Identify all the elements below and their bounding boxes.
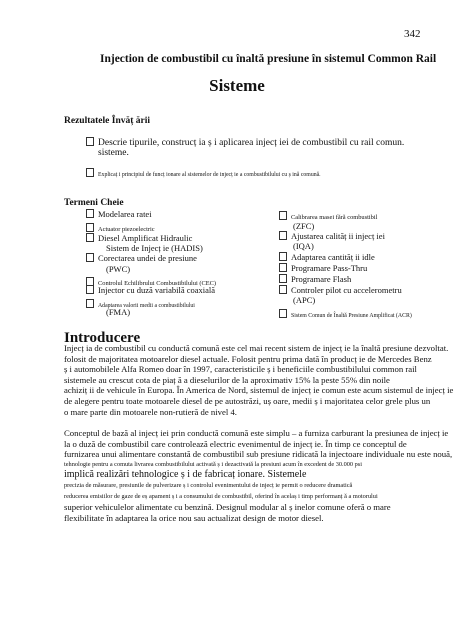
- intro-paragraph-1: [64, 343, 454, 417]
- checkbox-icon: [279, 309, 287, 318]
- checkbox-icon: [86, 299, 94, 308]
- paragraph-line: tehnologie pentru a comuta livrarea combustibilului activată ș i dezactivată la presiuni acum în excedent de 30.000 psi: [64, 460, 362, 468]
- term-right-1: Calibrarea masei fără combustibil: [279, 211, 377, 221]
- paragraph-line: de alegere pentru toate motoarele diesel de pe autostrăzi, uș oare, medii ș i majoritatea celor grele plus un: [64, 395, 431, 406]
- checkbox-icon: [279, 274, 287, 283]
- checkbox-icon: [279, 231, 287, 240]
- learning-item-1-line-1: Descrie tipurile, construcț ia ș i aplicarea injecț iei de combustibil cu rail comun.: [98, 138, 405, 148]
- term-left-4-cont: (PWC): [106, 264, 131, 274]
- paragraph-line: reducerea emisiilor de gaze de eș apament ș i a consumului de combustibil, oferind în acelaș i timp performanț ă a motorului: [64, 492, 378, 500]
- term-right-6-cont: (APC): [293, 295, 316, 305]
- checkbox-icon: [86, 209, 94, 218]
- paragraph-line: ș i automobilele Alfa Romeo doar în 1997, caracteristicile ș i beneficiile combustibilului common rail: [64, 364, 417, 375]
- paragraph-line: achiziț ii de vehicule în Europa. În America de Nord, sistemul de injecț ie comun este acum sistemul de injecț ie: [64, 385, 454, 396]
- term-left-1: Modelarea ratei: [86, 209, 152, 219]
- term-left-2: Actuator piezoelectric: [86, 223, 155, 233]
- paragraph-line: sistemele au crescut cota de piaț ă a dieselurilor de la aproximativ 15% la peste 55% din noile: [64, 374, 390, 385]
- term-right-1-cont: (ZFC): [293, 221, 315, 231]
- checkbox-icon: [279, 252, 287, 261]
- term-left-7: Adaptarea valorii medii a combustibilului: [86, 299, 195, 309]
- term-left-6: Injector cu duză variabilă coaxială: [86, 285, 215, 295]
- term-left-3: Diesel Amplificat Hidraulic: [86, 233, 192, 243]
- term-right-5: Programare Flash: [279, 274, 351, 284]
- chapter-title: Sisteme: [209, 76, 265, 95]
- term-left-3-cont: Sistem de Injecț ie (HADIS): [106, 243, 203, 253]
- key-terms-heading: Termeni Cheie: [64, 198, 124, 208]
- introduction-heading: Introducere: [64, 330, 141, 346]
- term-left-5: Controlul Echilibrului Combustibilului (CEC): [86, 277, 216, 287]
- learning-item-1: [86, 137, 404, 148]
- checkbox-icon: [279, 263, 287, 272]
- checkbox-icon: [86, 137, 94, 146]
- checkbox-icon: [86, 223, 94, 232]
- learning-item-2: [86, 168, 321, 178]
- term-left-4: Corectarea undei de presiune: [86, 253, 197, 263]
- chapter-subtitle: Injection de combustibil cu înaltă presiune în sistemul Common Rail: [100, 53, 437, 65]
- paragraph-line: Conceptul de bază al injecț iei prin conductă comună este simplu – a furniza carburant la presiunea de injecț ie: [64, 428, 449, 438]
- term-right-3: Adaptarea cantităț ii idle: [279, 252, 375, 262]
- learning-item-1-cont: sisteme.: [98, 148, 129, 158]
- intro-paragraph-2: [64, 428, 453, 523]
- term-right-4: Programare Pass-Thru: [279, 263, 367, 273]
- paragraph-line: precizia de măsurare, presiunile de pulverizare ș i controlul evenimentului de injecț ie permit o reducere dramatică: [64, 481, 353, 489]
- term-right-6: Controler pilot cu accelerometru: [279, 285, 402, 295]
- checkbox-icon: [86, 233, 94, 242]
- checkbox-icon: [86, 285, 94, 294]
- learning-item-2-text: Explicaț i principiul de funcț ionare al sistemelor de injecț ie a combustibilului cu ș ină comună.: [98, 172, 321, 178]
- paragraph-line: la o duză de combustibil care controlează electric evenimentul de injecț ie. În timp ce conceptul de: [64, 438, 407, 449]
- term-left-7-cont: (FMA): [106, 307, 131, 317]
- paragraph-line: flexibilitate în adaptarea la orice nou sau actualizat design de motor diesel.: [64, 512, 324, 523]
- paragraph-line: o mare parte din motoarele non-rutieră de nivel 4.: [64, 406, 237, 417]
- paragraph-line: furnizarea unui alimentare constantă de combustibil sub presiune ridicată la injectoare individuale nu este nouă,: [64, 449, 453, 460]
- paragraph-line: Injecț ia de combustibil cu conductă comună este cel mai recent sistem de injecț ie la înaltă presiune dezvoltat.: [64, 343, 449, 353]
- page-number: 342: [404, 28, 421, 40]
- term-right-7: Sistem Comun de Înaltă Presiune Amplificat (ACR): [279, 309, 412, 319]
- learning-outcomes-heading: Rezultatele Învăț ării: [64, 116, 151, 126]
- term-right-2-cont: (IQA): [293, 241, 314, 251]
- checkbox-icon: [86, 168, 94, 177]
- paragraph-line: implică realizări tehnologice ș i de fabricaț ionare. Sistemele: [64, 469, 307, 481]
- checkbox-icon: [279, 211, 287, 220]
- term-right-2: Ajustarea calităț ii injecț iei: [279, 231, 385, 241]
- checkbox-icon: [86, 253, 94, 262]
- checkbox-icon: [279, 285, 287, 294]
- paragraph-line: folosit de majoritatea motoarelor diesel actuale. Folosit pentru prima dată în producț ie de Mercedes Benz: [64, 353, 432, 364]
- paragraph-line: superior vehiculelor alimentate cu benzină. Designul modular al ș inelor comune oferă o mare: [64, 502, 391, 513]
